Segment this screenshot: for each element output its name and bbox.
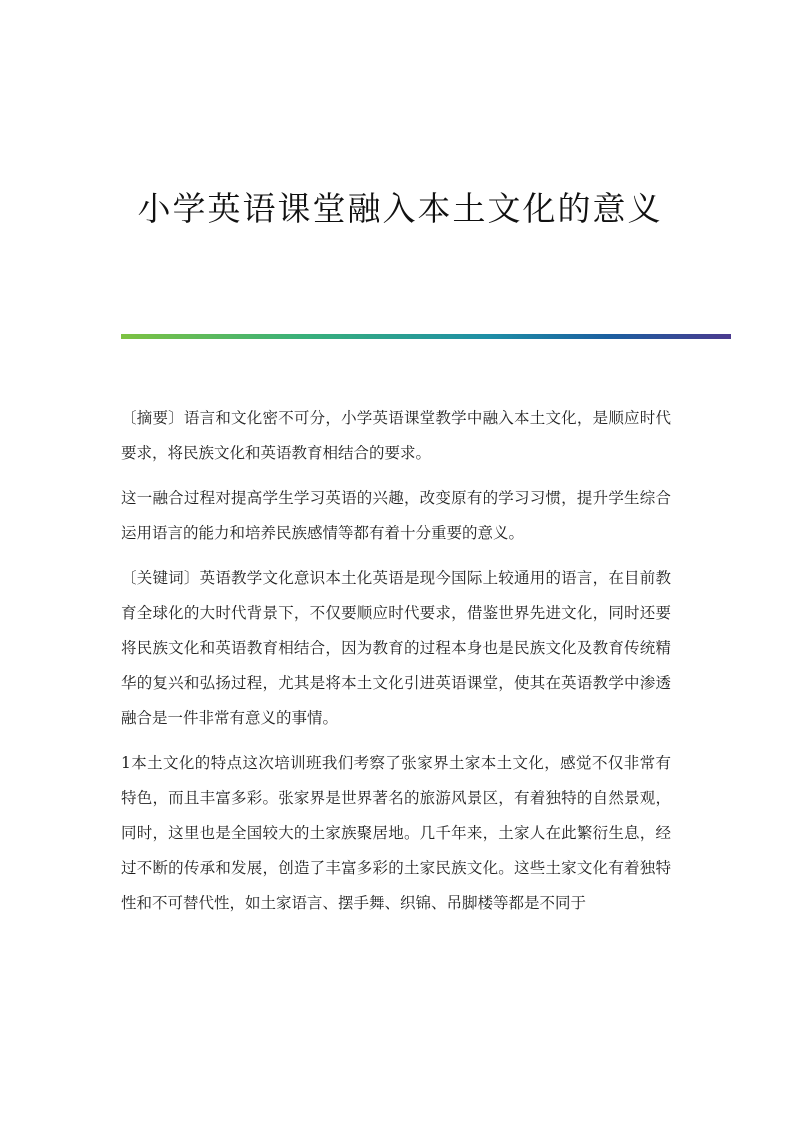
abstract-paragraph: 〔摘要〕语言和文化密不可分，小学英语课堂教学中融入本土文化，是顺应时代要求，将民族文化和英语教育相结合的要求。 <box>121 409 671 462</box>
abstract-continued-paragraph: 这一融合过程对提高学生学习英语的兴趣，改变原有的学习习惯，提升学生综合运用语言的能力和培养民族感情等都有着十分重要的意义。 <box>121 489 671 542</box>
document-body <box>121 401 671 931</box>
document-title: 小学英语课堂融入本土文化的意义 <box>137 189 663 228</box>
keywords-paragraph: 〔关键词〕英语教学文化意识本土化英语是现今国际上较通用的语言，在目前教育全球化的大时代背景下，不仅要顺应时代要求，借鉴世界先进文化，同时还要将民族文化和英语教育相结合，因为教育的过程本身也是民族文化及教育传统精华的复兴和弘扬过程，尤其是将本土文化引进英语课堂，使其在英语教学中渗透融合是一件非常有意义的事情。 <box>121 569 671 727</box>
section-1-paragraph: 1本土文化的特点这次培训班我们考察了张家界土家本土文化，感觉不仅非常有特色，而且丰富多彩。张家界是世界著名的旅游风景区，有着独特的自然景观，同时，这里也是全国较大的土家族聚居地。几千年来，土家人在此繁衍生息，经过不断的传承和发展，创造了丰富多彩的土家民族文化。这些土家文化有着独特性和不可替代性，如土家语言、摆手舞、织锦、吊脚楼等都是不同于 <box>121 754 671 912</box>
title-divider <box>121 334 731 339</box>
